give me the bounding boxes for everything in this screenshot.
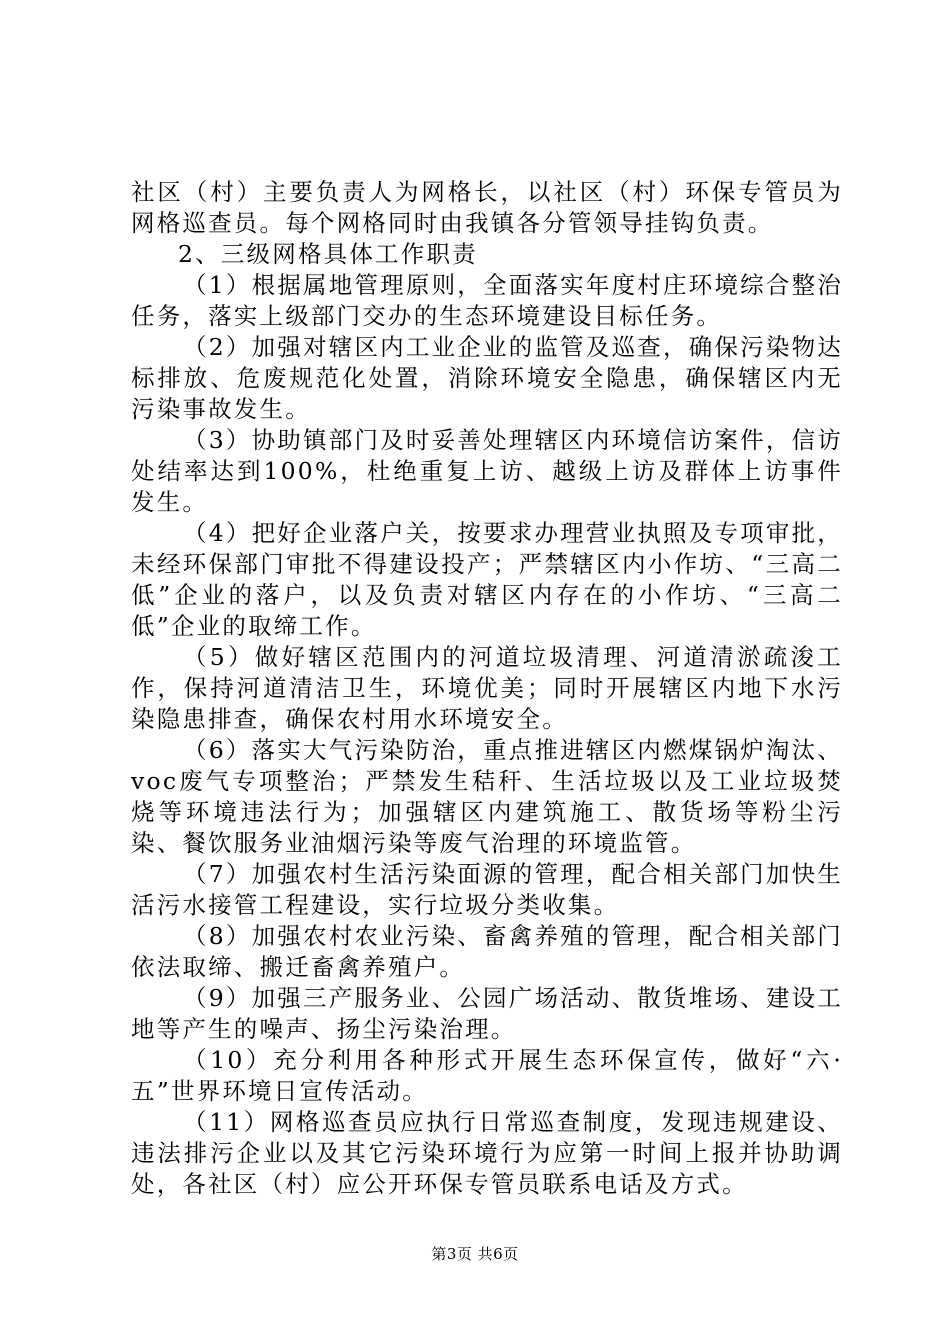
list-item-3: （3）协助镇部门及时妥善处理辖区内环境信访案件，信访处结率达到100%，杜绝重复上访、越级上访及群体上访事件发生。	[131, 426, 843, 516]
paragraph-continuation: 社区（村）主要负责人为网格长，以社区（村）环保专管员为网格巡查员。每个网格同时由我镇各分管领导挂钩负责。	[131, 178, 843, 237]
list-item-8: （8）加强农村农业污染、畜禽养殖的管理，配合相关部门依法取缔、搬迁畜禽养殖户。	[131, 922, 843, 981]
list-item-4: （4）把好企业落户关，按要求办理营业执照及专项审批，未经环保部门审批不得建设投产；严禁辖区内小作坊、“三高二低”企业的落户，以及负责对辖区内存在的小作坊、“三高二低”企业的取缔工作。	[131, 519, 843, 640]
list-item-10: （10）充分利用各种形式开展生态环保宣传，做好“六·五”世界环境日宣传活动。	[131, 1046, 843, 1105]
list-item-6: （6）落实大气污染防治，重点推进辖区内燃煤锅炉淘汰、voc废气专项整治；严禁发生秸秆、生活垃圾以及工业垃圾焚烧等环境违法行为；加强辖区内建筑施工、散货场等粉尘污染、餐饮服务业油烟污染等废气治理的环境监管。	[131, 736, 843, 857]
list-item-2: （2）加强对辖区内工业企业的监管及巡查，确保污染物达标排放、危废规范化处置，消除环境安全隐患，确保辖区内无污染事故发生。	[131, 333, 843, 423]
list-item-1: （1）根据属地管理原则，全面落实年度村庄环境综合整治任务，落实上级部门交办的生态环境建设目标任务。	[131, 271, 843, 330]
document-body	[131, 177, 843, 1200]
section-heading: 2、三级网格具体工作职责	[178, 240, 478, 268]
list-item-11: （11）网格巡查员应执行日常巡查制度，发现违规建设、违法排污企业以及其它污染环境行为应第一时间上报并协助调处，各社区（村）应公开环保专管员联系电话及方式。	[131, 1108, 843, 1198]
list-item-9: （9）加强三产服务业、公园广场活动、散货堆场、建设工地等产生的噪声、扬尘污染治理。	[131, 984, 843, 1043]
list-item-5: （5）做好辖区范围内的河道垃圾清理、河道清淤疏浚工作，保持河道清洁卫生，环境优美；同时开展辖区内地下水污染隐患排查，确保农村用水环境安全。	[131, 643, 843, 733]
page-number: 第3页 共6页	[431, 1245, 519, 1263]
list-item-7: （7）加强农村生活污染面源的管理，配合相关部门加快生活污水接管工程建设，实行垃圾分类收集。	[131, 860, 843, 919]
